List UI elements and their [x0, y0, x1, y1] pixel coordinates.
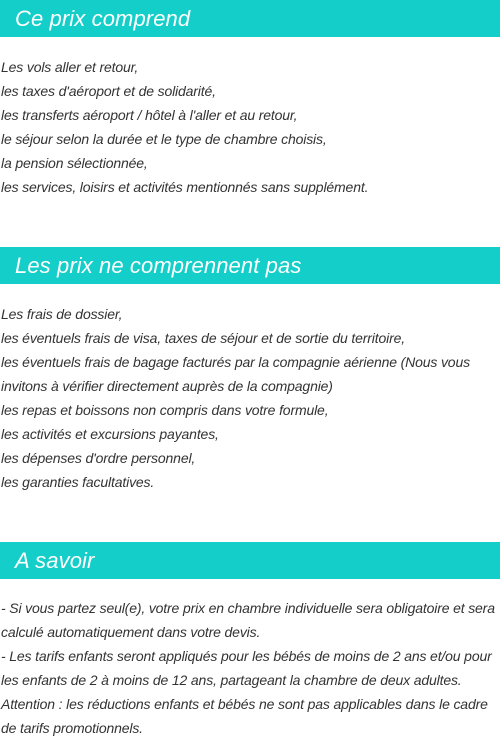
section-title: A savoir [15, 547, 95, 573]
list-item: les dépenses d'ordre personnel, [1, 450, 196, 466]
section-header-ce-prix-comprend [0, 0, 500, 37]
section-header-les-prix-ne-comprennent-pas [0, 247, 500, 284]
list-item: les éventuels frais de visa, taxes de séjour et de sortie du territoire, [1, 330, 405, 346]
list-item: les repas et boissons non compris dans votre formule, [1, 402, 329, 418]
list-item: les éventuels frais de bagage facturés par la compagnie aérienne (Nous vous invitons à vérifier directement auprès de la compagnie) [1, 354, 470, 394]
list-item: Les frais de dossier, [1, 306, 123, 322]
list-item: le séjour selon la durée et le type de chambre choisis, [1, 131, 327, 147]
list-item: les transferts aéroport / hôtel à l'aller et au retour, [1, 107, 298, 123]
list-item: la pension sélectionnée, [1, 155, 148, 171]
section-title: Les prix ne comprennent pas [15, 252, 302, 278]
list-item: Les vols aller et retour, [1, 59, 139, 75]
list-item: les garanties facultatives. [1, 474, 155, 490]
section-body-a-savoir [1, 596, 500, 740]
list-item: les services, loisirs et activités mentionnés sans supplément. [1, 179, 369, 195]
section-body-ce-prix-comprend [1, 55, 499, 199]
list-item: - Les tarifs enfants seront appliqués pour les bébés de moins de 2 ans et/ou pour les enfants de 2 à moins de 12 ans, partageant la chambre de deux adultes. [1, 648, 492, 688]
list-item: - Si vous partez seul(e), votre prix en chambre individuelle sera obligatoire et sera calculé automatiquement dans votre devis. [1, 600, 495, 640]
list-item: les taxes d'aéroport et de solidarité, [1, 83, 216, 99]
list-item: les activités et excursions payantes, [1, 426, 219, 442]
section-body-les-prix-ne-comprennent-pas [1, 302, 485, 494]
list-item: Attention : les réductions enfants et bébés ne sont pas applicables dans le cadre de tarifs promotionnels. [1, 696, 488, 736]
section-header-a-savoir [0, 542, 500, 579]
section-title: Ce prix comprend [15, 5, 191, 31]
